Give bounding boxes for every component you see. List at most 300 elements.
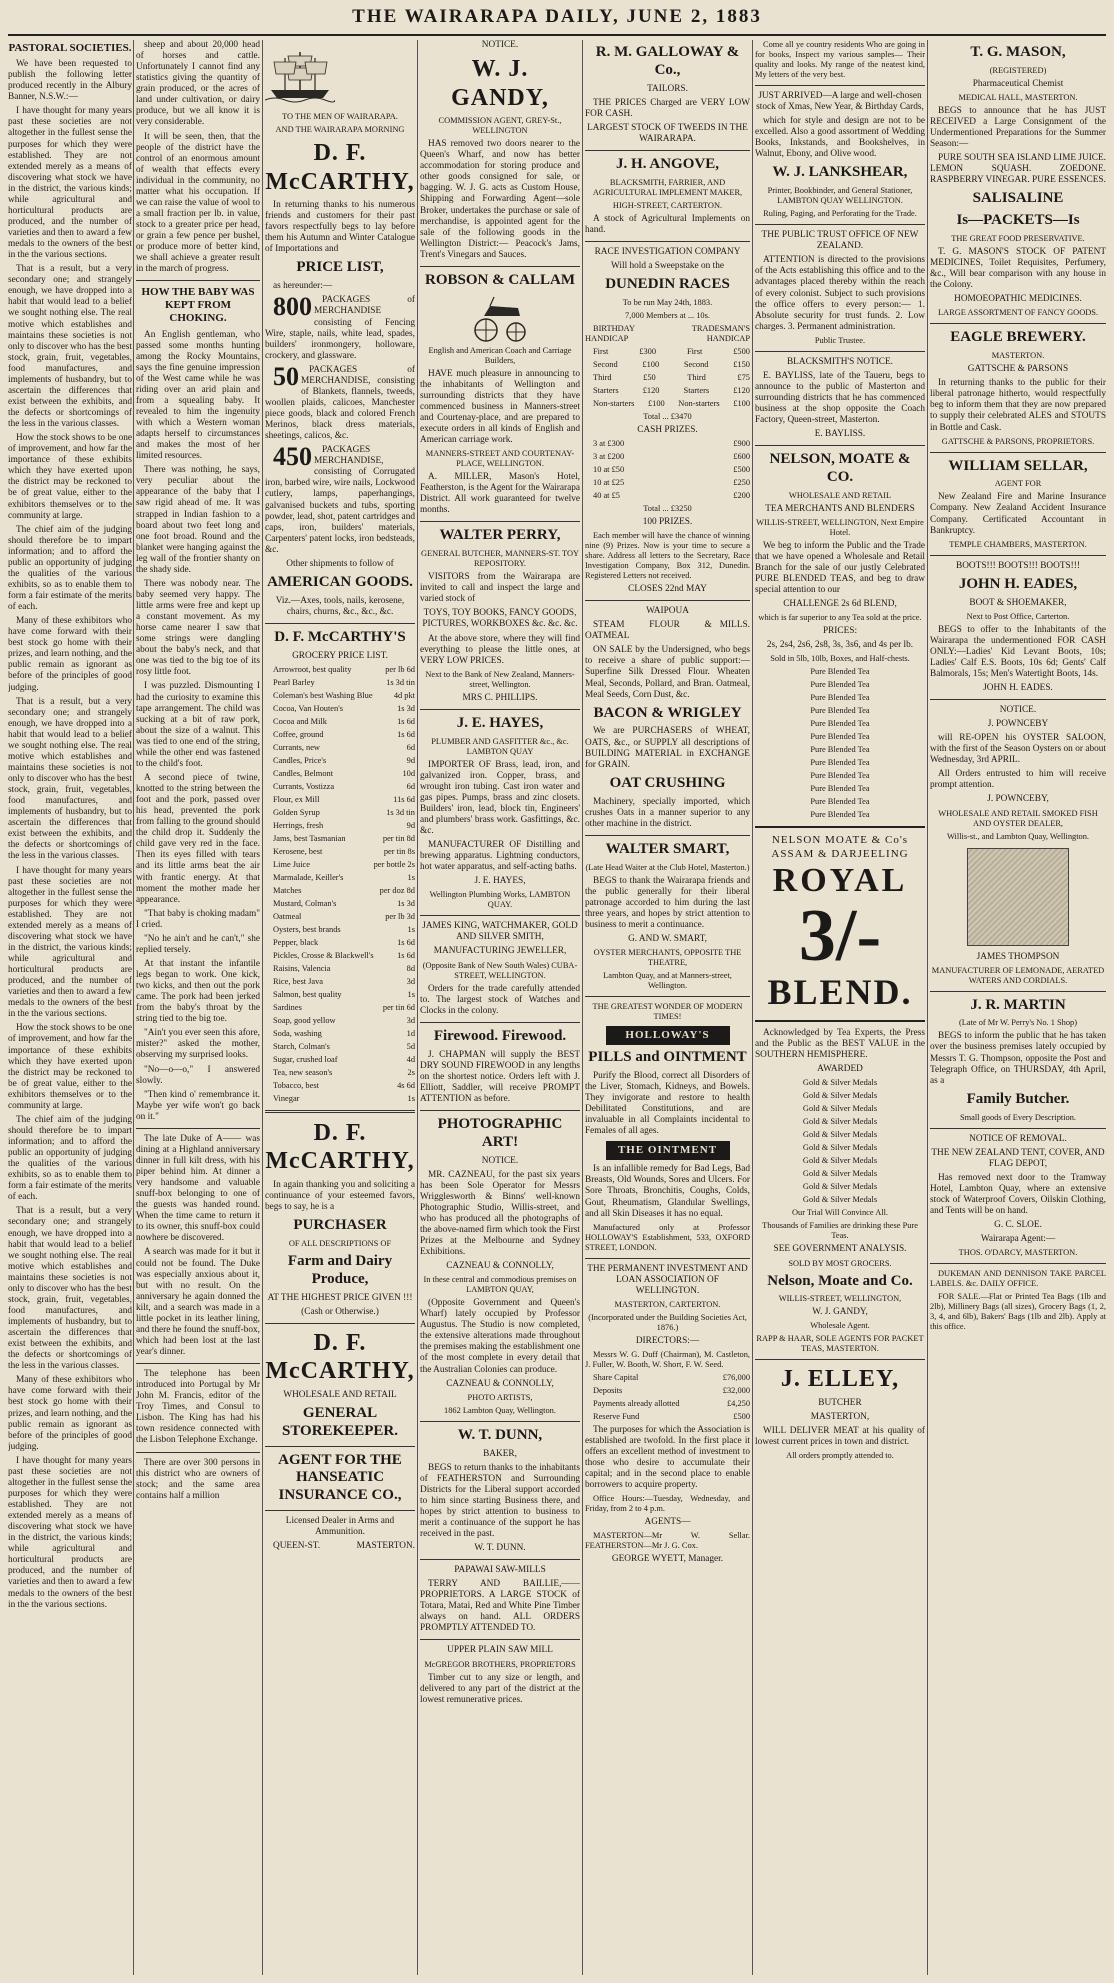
ad-text: FOR SALE.—Flat or Printed Tea Bags (1lb and 2lb), Millinery Bags (all sizes), Grocery Bags (1, 2, 3, 4, and 6lb), Bakers' Bags (1lb and 2lb). Apply at this office.: [930, 1292, 1106, 1332]
ad-subhead: PLUMBER AND GASFITTER &c., &c. LAMBTON QUAY: [431, 736, 569, 756]
ad-subhead: COMMISSION AGENT, GREY-St., WELLINGTON: [438, 116, 562, 136]
medal-item: Gold & Silver Medals: [802, 1156, 878, 1166]
grocery-item-cell: per tin 6d: [382, 1002, 415, 1012]
ad-heading: HOMOEOPATHIC MEDICINES.: [954, 294, 1082, 305]
grocery-item: [265, 951, 415, 961]
prize-row-cell: £500: [733, 346, 750, 356]
ad-subhead: PHOTO ARTISTS,: [467, 1392, 533, 1402]
cash-prize-row-cell: 10 at £25: [593, 478, 625, 487]
article-paragraph: How the stock shows to be one of improvement, and how far the importance of these exhibits which they have exerted upon the district may be reckoned to be of great value, either to the exhibitors themselves or to the community at large.: [8, 433, 132, 521]
merchant-name: CAZNEAU & CONNOLLY,: [446, 1261, 554, 1272]
ad-text: AT THE HIGHEST PRICE GIVEN !!!: [267, 1292, 413, 1303]
medal-item: Gold & Silver Medals: [802, 1195, 878, 1205]
ad-address: Lambton Quay, and at Manners-street, Wellington.: [603, 970, 732, 990]
merchant-name: D. F. McCARTHY,: [265, 140, 415, 195]
article-paragraph: There are over 300 persons in this district who are owners of stock; and the same area contains half a million: [136, 1457, 260, 1501]
blend-title: BLEND.: [767, 972, 913, 1013]
pure-blended-tea-list: [755, 667, 925, 820]
ad-subhead: DIRECTORS:—: [635, 1335, 700, 1346]
ad-sign: W. T. DUNN.: [474, 1543, 526, 1553]
ad-text: Will hold a Sweepstake on the: [611, 261, 724, 272]
article-paragraph: I have thought for many years past these societies are not altogether in the fullest sense the purposes for which they were established. They are not extended merely as a means of discovering what stock we have in the district, the various kinds; while agricultural and horticultural products are produced, and the number of varieties and then to award a few medals to the owners of the best in the the various sections.: [8, 1455, 132, 1610]
notice-heading: NOTICE.: [481, 40, 519, 50]
pure-tea-item: Pure Blended Tea: [810, 758, 870, 768]
merchant-name: J. E. HAYES,: [456, 714, 544, 731]
ad-text: Each member will have the chance of winning nine (9) Prizes. Now is your time to secure a share. Address all letters to the Secretary, Race Investigation Company, Box 312, Dunedin. Registered Letters not received.: [585, 531, 750, 581]
ad-text: Timber cut to any size or length, and delivered to any part of the district at the lowest remunerative prices.: [420, 1672, 580, 1705]
ad-text: RAPP & HAAR, SOLE AGENTS FOR PACKET TEAS, MASTERTON.: [756, 1334, 924, 1354]
grocery-item-cell: Herrings, fresh: [273, 820, 324, 830]
ad-address: MANNERS-STREET AND COURTENAY-PLACE, WELLINGTON.: [425, 449, 575, 469]
ad-subhead: WHOLESALE AND RETAIL SMOKED FISH AND OYSTER DEALER,: [938, 808, 1098, 828]
merchant-name: J. R. MARTIN: [970, 996, 1066, 1013]
ad-separator: [420, 1022, 580, 1023]
article-paragraph: We have been requested to publish the following letter produced recently in the Albury Banner, N.S.W.:—: [8, 59, 132, 103]
cash-prize-row: [585, 452, 750, 462]
ad-text: Orders for the trade carefully attended to. The largest stock of Watches and Clocks in the colony.: [420, 983, 580, 1016]
prize-row-cell: Non-starters: [678, 398, 720, 408]
ad-separator: [930, 555, 1106, 556]
grocery-item-cell: 5d: [406, 1041, 415, 1051]
ad-text: IMPORTER OF Brass, lead, iron, and galvanized iron. Copper, brass, and wrought iron tubing. Cast iron water and gas pipes. Pumps, brass and zinc closets. Builders' iron, lead, block tin, Engineers' and plumbers' brass work. Gasfittings, &c. &c.: [420, 759, 580, 836]
ad-heading: PURCHASER: [293, 1217, 387, 1234]
grocery-item-cell: Salmon, best quality: [273, 989, 342, 999]
pure-tea-item: Pure Blended Tea: [810, 693, 870, 703]
grocery-item-cell: Marmalade, Keiller's: [273, 872, 344, 882]
ad-text: E. BAYLISS, late of the Taueru, begs to announce to the public of Masterton and surrounding districts that he has commenced business at the shop opposite the Coach Factory, Queen-street, Masterton.: [755, 370, 925, 426]
ad-subhead: AGENT FOR: [994, 479, 1042, 489]
grocery-item-cell: per bottle 2s: [373, 859, 415, 869]
prize-row: [585, 347, 750, 357]
medal-item: Gold & Silver Medals: [802, 1104, 878, 1114]
grocery-item-cell: Arrowroot, best quality: [273, 664, 352, 674]
grocery-item-cell: 2s: [407, 1067, 415, 1077]
pure-tea-item: Pure Blended Tea: [810, 784, 870, 794]
medal-item: Gold & Silver Medals: [802, 1091, 878, 1101]
grocery-item-cell: Coffee, ground: [273, 729, 324, 739]
story-paragraph: A search was made for it but it could not be found. The Duke was especially anxious about it, but with no result. On the anniversary he again donned the kilt, and a search was made in a little pocket in its leather lining, and there he found the snuff-box, which had been lost at the last year's dinner.: [136, 1247, 260, 1358]
grocery-item: [265, 678, 415, 688]
ad-heading: SEE GOVERNMENT ANALYSIS.: [773, 1244, 907, 1255]
package-text: PACKAGES of MERCHANDISE, consisting of Blankets, flannels, tweeds, woollen plaids, calicoes, Manchester piece goods, black and colored French Merinos, black dress materials, sheetings, calicos, &c.: [265, 364, 415, 442]
ad-subhead: MASTERTON,: [810, 1412, 870, 1423]
ad-heading: CASH PRIZES.: [637, 424, 698, 435]
ad-heading: THE PERMANENT INVESTMENT AND LOAN ASSOCIATION OF WELLINGTON.: [587, 1263, 748, 1296]
ad-separator: [585, 835, 750, 836]
package-count: 50: [273, 361, 299, 391]
share-row: [585, 1373, 750, 1383]
ad-text: The purposes for which the Association is established are twofold. In the first place it offers an excellent method of investment to those who desire to accumulate their capital; and in the second place to enable borrowers to acquire property.: [585, 1424, 750, 1491]
ad-separator: [420, 915, 580, 916]
ad-item: [265, 442, 415, 556]
prize-row-cell: £100: [642, 359, 660, 369]
merchant-name: WILLIAM SELLAR,: [948, 457, 1088, 474]
ad-text: BEGS to inform the public that he has taken over the business premises lately occupied by Messrs T. G. Thompson, opposite the Post and Telegraph Office, on THURSDAY, 4th April, as a: [930, 1031, 1106, 1086]
merchant-name: WALTER PERRY,: [439, 527, 561, 544]
grocery-item-cell: Currants, Vostizza: [273, 781, 335, 791]
grocery-item-cell: 1s 3d tin: [386, 807, 415, 817]
town: MASTERTON.: [356, 1541, 415, 1552]
royal-title: ROYAL: [772, 861, 908, 899]
merchant-name: BACON & WRIGLEY: [593, 704, 742, 721]
ad-heading: Is—PACKETS—Is: [956, 212, 1080, 229]
ad-text: Acknowledged by Tea Experts, the Press and the Public as the BEST VALUE in the SOUTHERN HEMISPHERE.: [755, 1028, 925, 1061]
ad-sign: G. AND W. SMART,: [628, 933, 707, 944]
cash-prize-row-cell: 3 at £200: [593, 452, 625, 461]
ad-address: Wellington Plumbing Works, LAMBTON QUAY.: [429, 890, 571, 910]
share-row-cell: £76,000: [722, 1372, 750, 1382]
ad-text: BEGS to announce that he has JUST RECEIVED a Large Consignment of the Undermentioned Preparations for the Summer Season:—: [930, 105, 1106, 150]
article-paragraph: That is a result, but a very secondary one; and strangely enough, we have dropped into a habit that would lead to a belief we sought nothing else. The real motive which establishes and maintains these societies is not only to discover who has the best stock, grain, fruit, vegetables, food manufactures, and implements of husbandry, but to ascertain the differences that exist between the exhibits, and the defects or shortcomings of the less in the various classes.: [8, 696, 132, 862]
merchant-name: T. G. MASON,: [970, 44, 1066, 60]
prize-row: [585, 373, 750, 383]
grocery-item-cell: 1s 6d: [397, 937, 415, 947]
shares-table: [585, 1373, 750, 1422]
ad-separator: [420, 1421, 580, 1422]
cash-prize-row-cell: £900: [733, 439, 750, 448]
column-divider: [582, 40, 583, 1975]
grocery-item-cell: 6d: [406, 781, 415, 791]
cash-prize-row: [585, 491, 750, 501]
grocery-item: [265, 808, 415, 818]
ad-subhead: WHOLESALE AND RETAIL: [283, 1389, 397, 1400]
ad-item: [265, 361, 415, 442]
ad-separator: [755, 351, 925, 352]
prize-row-cell: Starters: [593, 385, 619, 395]
ad-text: LARGE ASSORTMENT OF FANCY GOODS.: [937, 308, 1099, 318]
prize-row-cell: Starters: [683, 385, 710, 395]
ad-subhead: WHOLESALE AND RETAIL: [788, 490, 892, 500]
merchant-name: D. F. McCARTHY,: [265, 1329, 415, 1385]
ad-subhead: BOOT & SHOEMAKER,: [969, 597, 1067, 608]
ad-text: Our Trial Will Convince All.: [791, 1208, 889, 1218]
prize-row: [585, 360, 750, 370]
ad-separator: [930, 1263, 1106, 1264]
column-5: [585, 40, 750, 1975]
ad-text: ATTENTION is directed to the provisions of the Acts establishing this office and to the advantages placed thereby within the reach of every colonist. Subject to such provisions the office offers to every person:— 1. Absolute security for trust funds. 2. Low charges. 3. Permanent administration.: [755, 255, 925, 332]
prize-row-cell: First: [593, 346, 609, 356]
ad-text: (Incorporated under the Building Societies Act, 1876.): [588, 1312, 747, 1332]
ad-separator: [585, 150, 750, 151]
story-paragraph: "No he ain't and he can't," she replied tersely.: [136, 933, 260, 955]
ad-address: 1862 Lambton Quay, Wellington.: [444, 1405, 556, 1415]
merchant-name: JAMES THOMPSON: [976, 951, 1060, 962]
ad-address: Next to the Bank of New Zealand, Manners-street, Wellington.: [425, 669, 575, 689]
ad-text: HAS removed two doors nearer to the Queen's Wharf, and now has better accommodation for storing produce and other goods consigned for sale, or bagging. W. J. G. acts as Custom House, Shipping and Forwarding Agent—sole Broker, undertakes the purchase or sale of merchandise, is appointed agent for the sale of the following goods in the Wellington District:— Peacock's Jams, Trent's Vinegars and Sauces.: [420, 139, 580, 260]
ad-subhead: (Late Head Waiter at the Club Hotel, Masterton.): [585, 862, 750, 872]
ad-text: We are PURCHASERS of WHEAT, OATS, &c., or SUPPLY all descriptions of BUILDING MATERIAL in EXCHANGE for GRAIN.: [585, 726, 750, 770]
ad-sign: J. POWNCEBY,: [987, 794, 1049, 805]
ad-text: Thousands of Families are drinking these Pure Teas.: [762, 1221, 918, 1241]
grocery-item-cell: Golden Syrup: [273, 807, 320, 817]
prize-row-cell: £50: [643, 372, 656, 382]
ad-heading: LARGEST STOCK OF TWEEDS IN THE WAIRARAPA.: [587, 122, 748, 144]
ad-heading: 100 PRIZES.: [642, 517, 693, 527]
ad-heading: UPPER PLAIN SAW MILL: [447, 1645, 553, 1656]
ad-item: [265, 292, 415, 361]
column-6: [755, 40, 925, 1975]
ad-separator: [420, 1559, 580, 1560]
pure-tea-item: Pure Blended Tea: [810, 771, 870, 781]
ad-text: A. MILLER, Mason's Hotel, Featherston, is the Agent for the Wairarapa District. All work guaranteed for twelve months.: [420, 472, 580, 516]
ad-heading: MANUFACTURING JEWELLER,: [433, 946, 567, 957]
story-paragraph: "Ain't you ever seen this afore, mister?" asked the mother, observing my surprised looks.: [136, 1028, 260, 1061]
grocery-item: [265, 691, 415, 701]
grocery-item: [265, 717, 415, 727]
mill-title: STEAM FLOUR & OATMEAL: [585, 620, 712, 642]
grocery-item-cell: Currants, new: [273, 742, 320, 752]
grocery-item-cell: 1d: [406, 1028, 415, 1038]
ad-heading: OAT CRUSHING: [609, 774, 726, 791]
ad-address: Willis-st., and Lambton Quay, Wellington.: [946, 831, 1090, 841]
ad-separator: [930, 323, 1106, 324]
ad-text: ON SALE by the Undersigned, who begs to receive a share of public support:— Superfine Silk Dressed Flour. Wheaten Meal, Seconds, Pollard, and Bran. Oatmeal, Meal Seeds, Corn Dust, &c.: [585, 645, 750, 700]
street: QUEEN-ST.: [273, 1541, 321, 1552]
ad-separator: [585, 600, 750, 601]
grocery-item: [265, 782, 415, 792]
grocery-item: [265, 1081, 415, 1091]
grocery-item: [265, 1068, 415, 1078]
article-paragraph: It will be seen, then, that the people of the district have the control of an enormous amount of wealth that effects every individual in the community, no matter what his occupation. If we can raise the value of wool to a small fraction per lb. in value, stock to a greater price per head, or grain a few pence per bushel, or produce more of better kind, we shall achieve a greater result in the march of progress.: [136, 131, 260, 275]
ad-address: HIGH-STREET, CARTERTON.: [612, 200, 723, 210]
merchant-name: W. J. GANDY,: [451, 56, 549, 111]
grocery-item-cell: 1s: [407, 1093, 415, 1103]
ad-address: MEDICAL HALL, MASTERTON.: [958, 92, 1078, 102]
grocery-item: [265, 873, 415, 883]
column-divider: [752, 40, 753, 1975]
ad-text: T. G. MASON'S STOCK OF PATENT MEDICINES, Toilet Requisites, Perfumery, &c., Will bear comparison with any house in the Colony.: [930, 247, 1106, 291]
ad-heading: PILLS and OINTMENT: [588, 1049, 747, 1066]
ad-text: Has removed next door to the Tramway Hotel, Lambton Quay, where an extensive stock of Waterproof Covers, Oilskin Clothing, and Tents will be on hand.: [930, 1172, 1106, 1216]
ad-text: In returning thanks to his numerous friends and customers for their past favors respectfully begs to lay before them his Autumn and Winter Catalogue of Importations and: [265, 200, 415, 255]
prize-row-cell: Second: [683, 359, 709, 369]
column-3: [265, 40, 415, 1975]
ad-text: New Zealand Fire and Marine Insurance Company. New Zealand Accident Insurance Company. Certificated Accountant in Bankruptcy.: [930, 492, 1106, 536]
ad-heading: TOYS, TOY BOOKS, FANCY GOODS, PICTURES, WORKBOXES &c. &c. &c.: [422, 608, 578, 630]
grocery-item: [265, 925, 415, 935]
grocery-item-cell: Cocoa and Milk: [273, 716, 327, 726]
merchant-name: D. F. McCARTHY,: [265, 1119, 415, 1175]
medal-item: Gold & Silver Medals: [802, 1130, 878, 1140]
ad-footer: [265, 1541, 415, 1552]
grocery-item-cell: per lb 3d: [385, 911, 415, 921]
prize-column-label: BIRTHDAY HANDICAP: [585, 323, 635, 343]
ad-text: In again thanking you and soliciting a continuance of your esteemed favors, begs to say, he is a: [265, 1179, 415, 1212]
grocery-item: [265, 977, 415, 987]
cash-prize-row-cell: 40 at £5: [593, 491, 620, 500]
ad-heading: J. POWNCEBY: [987, 719, 1049, 730]
holloways-banner: HOLLOWAY'S: [606, 1026, 730, 1045]
column-divider: [262, 40, 263, 1975]
prize-row-cell: Second: [593, 359, 618, 369]
grocery-item-cell: 9d: [406, 755, 415, 765]
grocery-item-cell: Raisins, Valencia: [273, 963, 331, 973]
masthead: [0, 6, 1114, 32]
ad-heading: PAPAWAI SAW-MILLS: [454, 1565, 546, 1576]
grocery-item-cell: 4s 6d: [397, 1080, 415, 1090]
ad-heading: GENERAL STOREKEEPER.: [281, 1404, 398, 1439]
grocery-item-cell: Oysters, best brands: [273, 924, 341, 934]
grocery-item-cell: Matches: [273, 885, 302, 895]
ad-text: MR. CAZNEAU, for the past six years has been Sole Operator for Messrs Wrigglesworth & Binns' well-known Photographic Studio, Willis-street, and who has produced all the photographs of the above-named firm which took the First Prizes at the Melbourne and Sydney Exhibitions.: [420, 1169, 580, 1258]
ad-subhead: WAIPOUA: [646, 606, 689, 617]
ad-text: J. CHAPMAN will supply the BEST DRY SOUND FIREWOOD in any lengths on the shortest notice. Orders left with J. Elliott, Saddler, will receive PROMPT ATTENTION as before.: [420, 1049, 580, 1104]
ad-subhead: GENERAL BUTCHER, MANNERS-ST. TOY REPOSITORY.: [420, 549, 580, 569]
ad-text: All Orders entrusted to him will receive prompt attention.: [930, 769, 1106, 791]
merchant-name: J. H. ANGOVE,: [616, 156, 719, 172]
ad-banner: TO THE MEN OF WAIRARAPA.: [282, 112, 398, 122]
grocery-item-cell: 9d: [406, 820, 415, 830]
ad-text: DUKEMAN AND DENNISON TAKE PARCEL LABELS. &c. DAILY OFFICE.: [930, 1269, 1106, 1289]
price-list-heading: GROCERY PRICE LIST.: [292, 650, 388, 661]
ad-text: 7,000 Members at ... 10s.: [625, 310, 710, 320]
article-heading: HOW THE BABY WAS KEPT FROM CHOKING.: [141, 286, 255, 325]
cash-prize-row-cell: 10 at £50: [593, 465, 625, 474]
ad-separator: [930, 1128, 1106, 1129]
grocery-item-cell: 4d pkt: [393, 690, 415, 700]
pure-tea-item: Pure Blended Tea: [810, 797, 870, 807]
grocery-item: [265, 769, 415, 779]
ad-text: To be run May 24th, 1883.: [622, 297, 713, 307]
pure-tea-item: Pure Blended Tea: [810, 719, 870, 729]
grocery-item-cell: 11s 6d: [393, 794, 415, 804]
ad-separator: [755, 85, 925, 86]
cash-prize-row: [585, 478, 750, 488]
ad-subhead: THE GREAT FOOD PRESERVATIVE.: [951, 234, 1085, 244]
merchant-name: JOHN H. EADES,: [958, 575, 1078, 592]
ad-verse: Come all ye country residents Who are going in for books, Inspect my various samples— Their quality and looks. My range of the neatest kind, My letters of the very best.: [755, 40, 925, 79]
cash-prize-row-cell: £200: [733, 491, 750, 500]
article-heading: PASTORAL SOCIETIES.: [8, 42, 132, 54]
merchant-name: D. F. McCARTHY'S: [274, 628, 406, 645]
ad-separator: [755, 445, 925, 446]
grocery-item: [265, 730, 415, 740]
ad-separator: [420, 709, 580, 710]
share-row-cell: £32,000: [722, 1385, 750, 1395]
ad-subhead: AGENTS—: [644, 1517, 691, 1528]
grocery-item-cell: Rice, best Java: [273, 976, 324, 986]
grocery-item-cell: Candles, Price's: [273, 755, 327, 765]
ad-sign: G. C. SLOE.: [994, 1220, 1042, 1230]
ad-text: Purify the Blood, correct all Disorders of the Liver, Stomach, Kidneys, and Bowels. They invigorate and restore to health Debilitated Constitutions, and are invaluable in all Complaints incidental to Females of all ages.: [585, 1070, 750, 1137]
ad-separator: [930, 699, 1106, 700]
story-paragraph: A second piece of twine, knotted to the string between the foot and the pork, passed over his head, prevented the pork from falling to the ground should the child drop it. Suddenly the child gave very red in the face. Then its eyes filled with tears and its little arms beat the air with frantic energy. At that moment the mother made her appearance.: [136, 772, 260, 905]
grocery-item-cell: 1s 3d: [397, 703, 415, 713]
price-list-heading: PRICE LIST,: [296, 259, 384, 276]
prize-column-label: TRADESMAN'S HANDICAP: [691, 323, 750, 343]
ad-separator: [930, 991, 1106, 992]
grocery-item-cell: Coleman's best Washing Blue: [273, 690, 373, 700]
ad-subhead: PRICES:: [822, 626, 858, 637]
ointment-banner: THE OINTMENT: [606, 1141, 730, 1160]
story-paragraph: There was nothing, he says, very peculiar about the appearance of the baby that I saw rigid ahead of me. It was strapped in Indian fashion to a board about two feet long and one foot broad. Round and the blanket were hanging against the leg wall of the frontier shanty on the shady side.: [136, 465, 260, 575]
ad-separator: [585, 1258, 750, 1259]
cash-prize-row: [585, 439, 750, 449]
merchant-name: NELSON, MOATE & CO.: [769, 451, 911, 486]
story-paragraph: "No—o—o," I answered slowly.: [136, 1064, 260, 1086]
ad-subhead: MASTERTON.: [991, 351, 1045, 361]
column-divider: [417, 40, 418, 1975]
tea-prices: 2s, 2s4, 2s6, 2s8, 3s, 3s6, and 4s per lb.: [766, 640, 914, 651]
article-paragraph: Many of these exhibitors who have come forward with their best stock go home with their prizes, and learn nothing, and the public remain as ignorant as before of the principles of good judging.: [8, 1375, 132, 1452]
grocery-item: [265, 899, 415, 909]
grocery-item-cell: Soap, good yellow: [273, 1015, 336, 1025]
column-divider: [133, 40, 134, 1975]
grocery-price-list: [265, 665, 415, 1104]
share-row-cell: £4,250: [726, 1398, 750, 1408]
prize-row-cell: £120: [733, 385, 750, 395]
ad-sign: JOHN H. EADES.: [983, 682, 1053, 693]
grocery-item-cell: Pearl Barley: [273, 677, 315, 687]
merchant-name: W. J. LANKSHEAR,: [772, 164, 908, 181]
column-2: [136, 40, 260, 1975]
grocery-item: [265, 1094, 415, 1104]
share-row: [585, 1412, 750, 1422]
prize-row: [585, 399, 750, 409]
story-paragraph: An English gentleman, who passed some months hunting among the Rocky Mountains, says the fine genuine impression of the West came while he was riding over an arid plain and from a squealing baby. It revealed to him the ingenuity with which a Western woman adapts herself to circumstances and makes the most of her limited resources.: [136, 329, 260, 462]
ad-heading: TEA MERCHANTS AND BLENDERS: [765, 503, 915, 514]
package-count: 800: [273, 292, 312, 322]
ad-text: A stock of Agricultural Implements on hand.: [585, 213, 750, 235]
package-text: PACKAGES MERCHANDISE, consisting of Corrugated iron, barbed wire, wire nails, Lockwood cutlery, lamps, paperhangings, galvanised buckets and tubs, sporting powder, lead, shot, patent cartridges and caps, iron, builders' materials, Carpenters' patent locks, iron bedsteads, &c.: [265, 445, 415, 555]
medal-engraving-image: [967, 848, 1069, 946]
grocery-item-cell: Pickles, Crosse & Blackwell's: [273, 950, 374, 960]
ad-heading: Firewood. Firewood.: [433, 1027, 567, 1044]
story-paragraph: The late Duke of A—— was dining at a Highland anniversary dinner in full kilt dress, with his piper behind him. At dinner a very handsome and valuable snuff-box belonging to one of the guests was handed round. When the time came to return it to its owner, this snuff-box could nowhere be discovered.: [136, 1133, 260, 1244]
ad-text: Is an infallible remedy for Bad Legs, Bad Breasts, Old Wounds, Sores and Ulcers. For Sore Throats, Bronchitis, Coughs, Colds, Gout, Rheumatism, Glandular Swellings, and all Skin Diseases it has no equal.: [585, 1164, 750, 1219]
cash-prize-table: [585, 439, 750, 501]
ad-sign: Public Trustee.: [814, 335, 866, 345]
article-separator: [136, 1128, 260, 1129]
merchant-name: EAGLE BREWERY.: [950, 329, 1086, 346]
grocery-item-cell: per lb 6d: [385, 664, 415, 674]
ad-heading: Pharmaceutical Chemist: [972, 78, 1064, 89]
grocery-item-cell: Starch, Colman's: [273, 1041, 330, 1051]
column-7: [930, 40, 1106, 1975]
ad-heading: BLACKSMITH'S NOTICE.: [786, 356, 893, 367]
grocery-item-cell: 1s: [407, 872, 415, 882]
ad-subhead: (Late of Mr W. Perry's No. 1 Shop): [958, 1018, 1078, 1028]
ad-sign: MRS C. PHILLIPS.: [462, 692, 538, 703]
story-paragraph: There was nobody near. The baby seemed very happy. The little arms were free and kept up a constant movement. As my horse came nearer I saw that some strings were dangling about the baby's neck, and that one was tied to the big toe of its rosy little foot.: [136, 578, 260, 678]
grocery-item-cell: Sugar, crushed loaf: [273, 1054, 338, 1064]
pure-tea-item: Pure Blended Tea: [810, 745, 870, 755]
merchant-name: JAMES KING, WATCHMAKER, GOLD AND SILVER SMITH,: [422, 921, 578, 943]
merchant-name: W. T. DUNN,: [457, 1426, 543, 1443]
article-paragraph: Many of these exhibitors who have come forward with their best stock go home with their prizes, and learn nothing, and the public remain as ignorant as before of the principles of good judging.: [8, 616, 132, 693]
grocery-item-cell: Cocoa, Van Houten's: [273, 703, 343, 713]
grocery-item-cell: per doz 8d: [379, 885, 415, 895]
grocery-item-cell: Flour, ex Mill: [273, 794, 320, 804]
ad-heading: [585, 620, 750, 642]
grocery-item-cell: 1s 3d: [397, 898, 415, 908]
ad-address: Next to Post Office, Carterton.: [966, 611, 1070, 621]
share-row-cell: Reserve Fund: [593, 1411, 640, 1421]
ad-separator: [755, 224, 925, 225]
ad-text: (Cash or Otherwise.): [301, 1306, 379, 1317]
merchant-name: WALTER SMART,: [605, 840, 730, 857]
ad-separator: [265, 1446, 415, 1447]
cash-prize-row-cell: £600: [733, 452, 750, 461]
grocery-item-cell: Sardines: [273, 1002, 302, 1012]
article-paragraph: sheep and about 20,000 head of horses and cattle. Unfortunately I cannot find any statistics giving the quantity of grain produced, or the acres of land under cultivation, or dairy produce, but we all know it is very considerable.: [136, 40, 260, 128]
grocery-item-cell: 6d: [406, 742, 415, 752]
ad-subhead: In these central and commodious premises on LAMBTON QUAY,: [423, 1275, 577, 1295]
ad-sign: W. J. GANDY,: [812, 1307, 868, 1318]
grocery-item-cell: 1s: [407, 924, 415, 934]
share-row-cell: Deposits: [593, 1385, 623, 1395]
package-text: PACKAGES of MERCHANDISE consisting of Fencing Wire, staple, nails, white lead, spades, builders' ironmongery, holloware, crockery, and glassware.: [265, 295, 415, 361]
